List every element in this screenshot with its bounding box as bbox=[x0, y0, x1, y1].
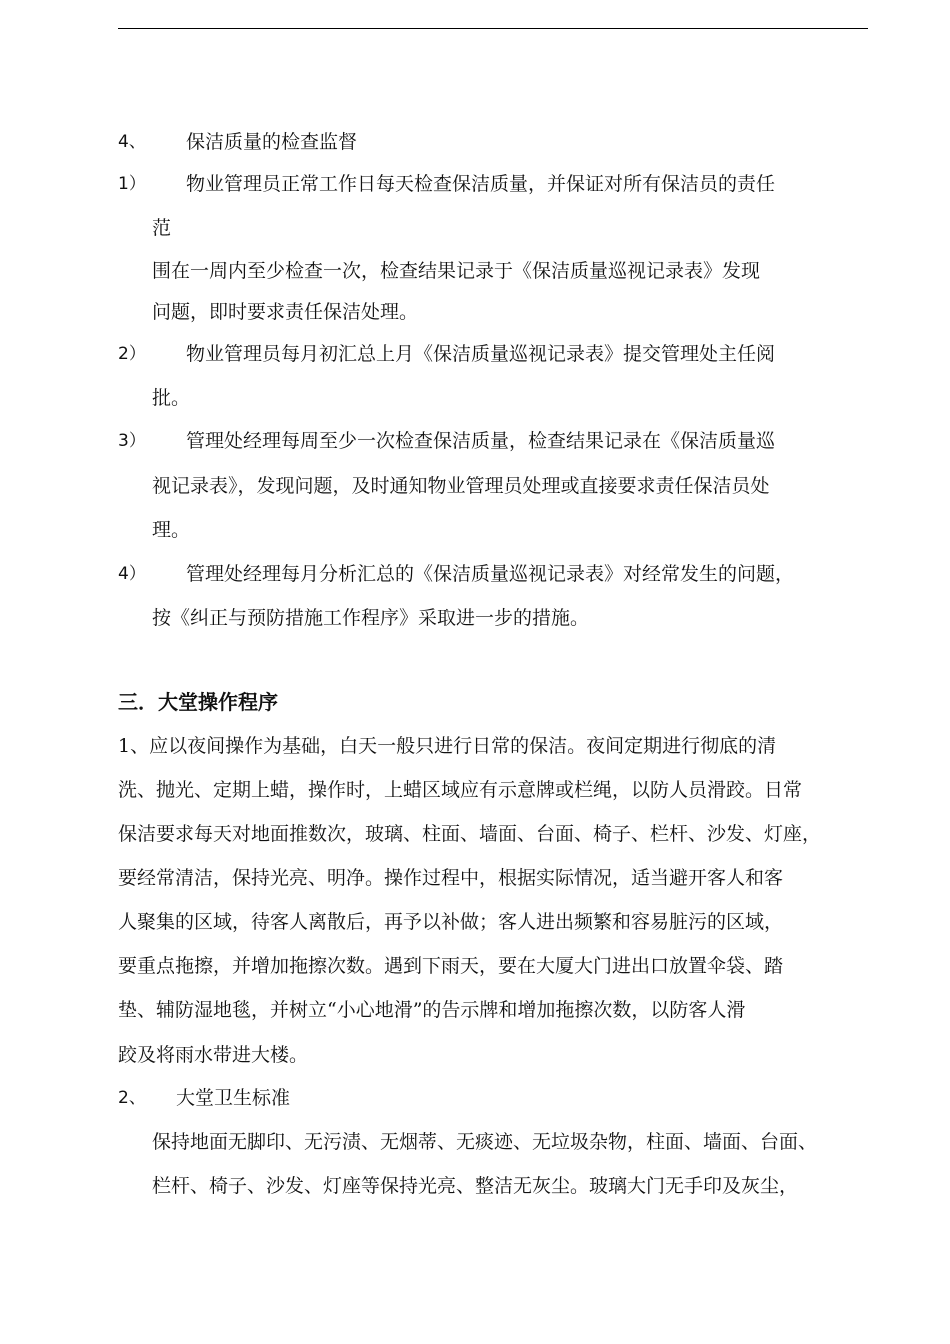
section4-number: 4、 bbox=[118, 132, 146, 152]
item3-line3: 理。 bbox=[152, 519, 191, 541]
lobby-standard-line2: 栏杆、椅子、沙发、灯座等保持光亮、整洁无灰尘。玻璃大门无手印及灰尘， bbox=[152, 1175, 799, 1197]
lobby-standard-title: 大堂卫生标准 bbox=[176, 1087, 291, 1109]
para1-line4: 要经常清洁，保持光亮、明净。操作过程中，根据实际情况，适当避开客人和客 bbox=[118, 867, 784, 889]
item3-line1: 管理处经理每周至少一次检查保洁质量，检查结果记录在《保洁质量巡 bbox=[186, 430, 776, 452]
item2-line2: 批。 bbox=[152, 387, 191, 409]
para1-line8: 跤及将雨水带进大楼。 bbox=[118, 1044, 309, 1066]
section-heading: 三．大堂操作程序 bbox=[118, 690, 278, 714]
item3-marker: 3） bbox=[118, 431, 146, 451]
item2-line1: 物业管理员每月初汇总上月《保洁质量巡视记录表》提交管理处主任阅 bbox=[186, 343, 776, 365]
lobby-standard-number: 2、 bbox=[118, 1088, 146, 1108]
item1-marker: 1） bbox=[118, 174, 146, 194]
item2-marker: 2） bbox=[118, 344, 146, 364]
para1-line3: 保洁要求每天对地面推数次，玻璃、柱面、墙面、台面、椅子、栏杆、沙发、灯座， bbox=[118, 823, 822, 845]
item1-line4: 问题，即时要求责任保洁处理。 bbox=[152, 301, 419, 323]
item3-line2: 视记录表》，发现问题，及时通知物业管理员处理或直接要求责任保洁员处 bbox=[152, 475, 770, 497]
item1-line2: 范 bbox=[152, 217, 172, 239]
section4-title: 保洁质量的检查监督 bbox=[186, 131, 358, 153]
para1-line7: 垫、辅防湿地毯，并树立“小心地滑”的告示牌和增加拖擦次数，以防客人滑 bbox=[118, 999, 746, 1021]
item1-line1: 物业管理员正常工作日每天检查保洁质量，并保证对所有保洁员的责任 bbox=[186, 173, 776, 195]
item4-marker: 4） bbox=[118, 564, 146, 584]
para1-line6: 要重点拖擦，并增加拖擦次数。遇到下雨天，要在大厦大门进出口放置伞袋、踏 bbox=[118, 955, 784, 977]
lobby-standard-line1: 保持地面无脚印、无污渍、无烟蒂、无痰迹、无垃圾杂物，柱面、墙面、台面、 bbox=[152, 1131, 818, 1153]
para1-line1: 1、应以夜间操作为基础，白天一般只进行日常的保洁。夜间定期进行彻底的清 bbox=[118, 735, 777, 757]
para1-line2: 洗、抛光、定期上蜡，操作时，上蜡区域应有示意牌或栏绳，以防人员滑跤。日常 bbox=[118, 779, 803, 801]
item4-line1: 管理处经理每月分析汇总的《保洁质量巡视记录表》对经常发生的问题， bbox=[186, 563, 795, 585]
item4-line2: 按《纠正与预防措施工作程序》采取进一步的措施。 bbox=[152, 607, 590, 629]
item1-line3: 围在一周内至少检查一次，检查结果记录于《保洁质量巡视记录表》发现 bbox=[152, 260, 761, 282]
header-rule bbox=[118, 28, 868, 29]
para1-line5: 人聚集的区域，待客人离散后，再予以补做；客人进出频繁和容易脏污的区域， bbox=[118, 911, 784, 933]
